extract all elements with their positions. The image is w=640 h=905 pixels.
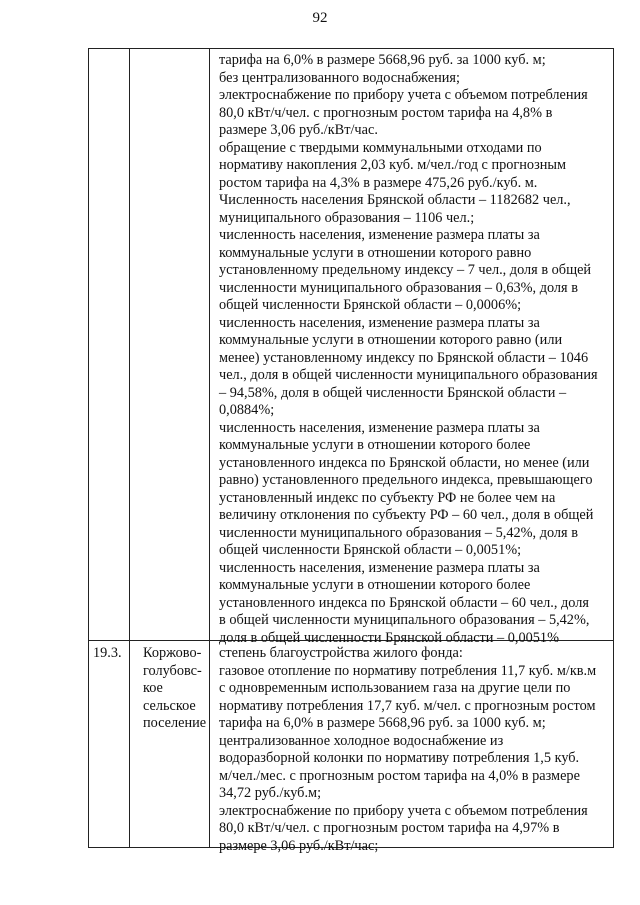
text-line: установленному предельному индексу – 7 чел., доля в общей: [219, 262, 592, 278]
column-divider-2: [209, 49, 210, 847]
text-line: численность населения, изменение размера платы за: [219, 419, 540, 436]
text-line: численности муниципального образования – 0,63%, доля в: [219, 279, 578, 296]
row-2-description: [219, 645, 596, 855]
text-line: 0,0884%;: [219, 402, 275, 418]
text-line: газовое отопление по нормативу потребления 11,7 куб. м/кв.м: [219, 662, 597, 679]
text-line: численности муниципального образования – 5,42%, доля в: [219, 524, 578, 541]
text-line: Численность населения Брянской области – 1182682 чел.,: [219, 192, 571, 208]
text-line: 80,0 кВт/ч/чел. с прогнозным ростом тарифа на 4,8% в: [219, 104, 553, 121]
text-line: – 94,58%, доля в общей численности Брянской области –: [219, 384, 567, 401]
text-line: тарифа на 6,0% в размере 5668,96 руб. за 1000 куб. м;: [219, 52, 546, 68]
name-line: Коржово-: [143, 645, 202, 661]
settlement-name: [143, 645, 206, 733]
text-line: чел., доля в общей численности муниципального образования: [219, 367, 598, 383]
text-line: 34,72 руб./куб.м;: [219, 785, 322, 801]
text-line: коммунальные услуги в отношении которого более: [219, 437, 531, 453]
text-line: 80,0 кВт/ч/чел. с прогнозным ростом тарифа на 4,97% в: [219, 820, 560, 836]
row-1-description: [219, 52, 598, 647]
text-line: численность населения, изменение размера платы за: [219, 559, 540, 576]
text-line: численность населения, изменение размера платы за: [219, 314, 540, 331]
text-line: равно) установленного предельного индекса, превышающего: [219, 472, 593, 488]
text-line: ростом тарифа на 4,3% в размере 475,26 руб./куб. м.: [219, 174, 538, 191]
column-divider-1: [129, 49, 130, 847]
document-table: [88, 48, 614, 854]
text-line: коммунальные услуги в отношении которого равно (или: [219, 332, 563, 348]
text-line: степень благоустройства жилого фонда:: [219, 645, 463, 661]
text-line: размере 3,06 руб./кВт/час;: [219, 837, 379, 854]
row-number: 19.3.: [93, 645, 122, 661]
text-line: водоразборной колонки по нормативу потребления 1,5 куб.: [219, 750, 580, 766]
name-line: поселение: [143, 715, 207, 731]
text-line: доля в общей численности Брянской области – 0,0051%: [219, 629, 559, 646]
name-line: кое: [143, 680, 163, 696]
text-line: муниципального образования – 1106 чел.;: [219, 209, 475, 226]
text-line: установленный индекс по субъекту РФ не более чем на: [219, 489, 556, 506]
text-line: менее) установленному индексу по Брянской области – 1046: [219, 349, 589, 366]
text-line: численность населения, изменение размера платы за: [219, 227, 540, 243]
text-line: централизованное холодное водоснабжение из: [219, 732, 504, 749]
text-line: тарифа на 6,0% в размере 5668,96 руб. за 1000 куб. м;: [219, 715, 546, 731]
text-line: размере 3,06 руб./кВт/час.: [219, 122, 378, 138]
text-line: м/чел./мес. с прогнозным ростом тарифа на 4,0% в размере: [219, 767, 580, 784]
text-line: установленного индекса по Брянской области, но менее (или: [219, 454, 590, 471]
text-line: нормативу потребления 17,7 куб. м/чел. с прогнозным ростом: [219, 697, 596, 714]
text-line: общей численности Брянской области – 0,0051%;: [219, 542, 522, 558]
text-line: установленного индекса по Брянской области – 60 чел., доля: [219, 594, 589, 611]
text-line: нормативу накопления 2,03 куб. м/чел./год с прогнозным: [219, 157, 567, 173]
text-line: с одновременным использованием газа на другие цели по: [219, 680, 571, 696]
name-line: голубовс-: [143, 662, 202, 679]
text-line: в общей численности муниципального образования – 5,42%,: [219, 612, 590, 628]
text-line: коммунальные услуги в отношении которого более: [219, 577, 531, 593]
text-line: электроснабжение по прибору учета с объемом потребления: [219, 802, 588, 819]
text-line: коммунальные услуги в отношении которого равно: [219, 244, 532, 261]
text-line: общей численности Брянской области – 0,0006%;: [219, 297, 522, 313]
name-line: сельское: [143, 697, 196, 714]
page-number: 92: [312, 10, 328, 26]
text-line: величину отклонения по субъекту РФ – 60 чел., доля в общей: [219, 507, 594, 523]
text-line: электроснабжение по прибору учета с объемом потребления: [219, 87, 588, 103]
text-line: обращение с твердыми коммунальными отходами по: [219, 139, 542, 156]
text-line: без централизованного водоснабжения;: [219, 69, 460, 86]
